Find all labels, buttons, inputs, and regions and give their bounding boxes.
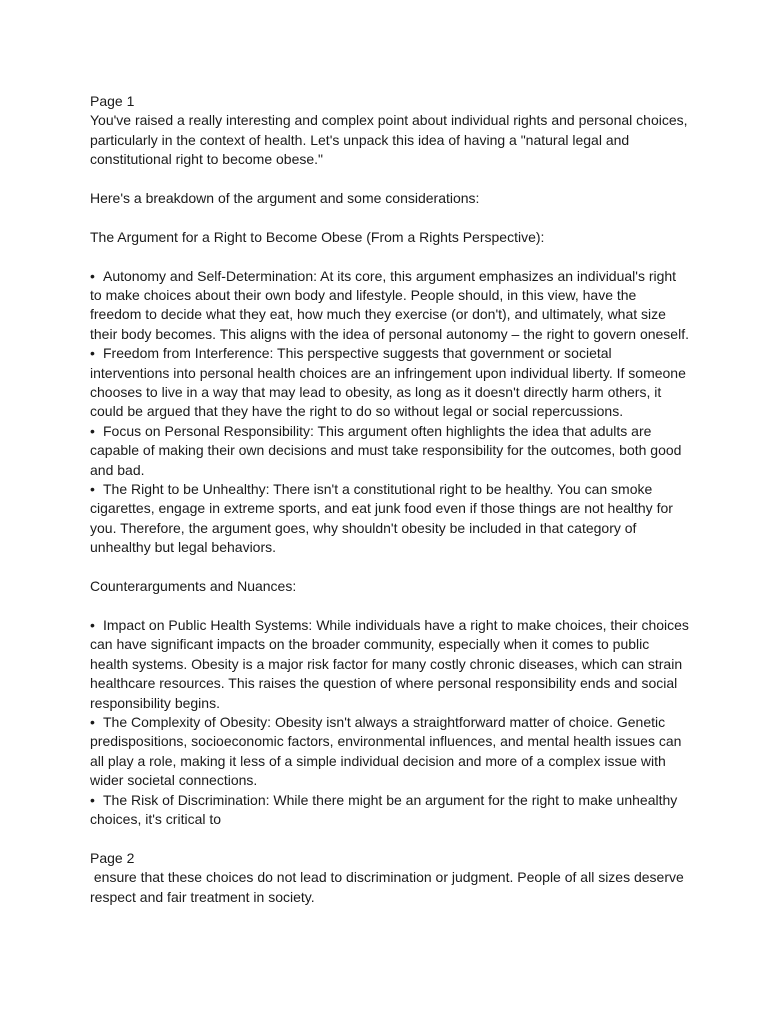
bullet-item — [90, 713, 690, 791]
spacer — [90, 170, 690, 189]
bullet-item — [90, 616, 690, 713]
bullet-icon: • — [90, 345, 95, 362]
bullet-item — [90, 422, 690, 480]
bullet-icon: • — [90, 616, 95, 633]
bullet-text: The Complexity of Obesity: Obesity isn't always a straightforward matter of choice. Genetic predispositions, socioeconomic factors, environmental influences, and mental health issues can all play a role, making it less of a simple individual decision and more of a complex issue with wider societal connections. — [90, 713, 682, 789]
bullet-text: Focus on Personal Responsibility: This argument often highlights the idea that adults are capable of making their own decisions and must take responsibility for the outcomes, both good and bad. — [90, 422, 682, 478]
bullet-item — [90, 480, 690, 558]
page2-paragraph: ensure that these choices do not lead to discrimination or judgment. People of all sizes deserve respect and fair treatment in society. — [90, 869, 688, 905]
bullet-icon: • — [90, 422, 95, 439]
section-heading: Counterarguments and Nuances: — [90, 578, 297, 595]
section-heading: The Argument for a Right to Become Obese (From a Rights Perspective): — [90, 228, 545, 245]
page-label: Page 1 — [90, 93, 135, 109]
breakdown-paragraph: Here's a breakdown of the argument and some considerations: — [90, 190, 480, 207]
spacer — [90, 208, 690, 227]
bullet-icon: • — [90, 713, 95, 730]
page-label: Page 2 — [90, 849, 135, 866]
bullet-text: The Right to be Unhealthy: There isn't a constitutional right to be healthy. You can smoke cigarettes, engage in extreme sports, and eat junk food even if those things are not healthy for you. Therefore, the argument goes, why shouldn't obesity be included in that category of unhealthy but legal behaviors. — [90, 481, 673, 556]
spacer — [90, 247, 690, 266]
document-body — [90, 92, 690, 907]
bullet-item — [90, 267, 690, 345]
bullet-text: The Risk of Discrimination: While there might be an argument for the right to make unhealthy choices, it's critical to — [90, 791, 678, 827]
spacer — [90, 558, 690, 577]
bullet-item — [90, 791, 690, 830]
bullet-text: Autonomy and Self-Determination: At its core, this argument emphasizes an individual's right to make choices about their own body and lifestyle. People should, in this view, have the freedom to decide what they eat, how much they exercise (or don't), and ultimately, what size their body becomes. This aligns with the idea of personal autonomy – the right to govern oneself. — [90, 267, 689, 342]
bullet-text: Freedom from Interference: This perspective suggests that government or societal interventions into personal health choices are an infringement upon individual liberty. If someone chooses to live in a way that may lead to obesity, as long as it doesn't directly harm others, it could be argued that they have the right to do so without legal or social repercussions. — [90, 345, 686, 420]
bullet-icon: • — [90, 791, 95, 808]
spacer — [90, 829, 690, 848]
bullet-text: Impact on Public Health Systems: While individuals have a right to make choices, their choices can have significant impacts on the broader community, especially when it comes to public health systems. Obesity is a major risk factor for many costly chronic diseases, which can strain healthcare resources. This raises the question of where personal responsibility ends and social responsibility begins. — [90, 616, 689, 711]
intro-paragraph: You've raised a really interesting and complex point about individual rights and personal choices, particularly in the context of health. Let's unpack this idea of having a "natural legal and constitutional right to become obese." — [90, 112, 688, 168]
bullet-icon: • — [90, 267, 95, 284]
bullet-icon: • — [90, 481, 95, 498]
spacer — [90, 597, 690, 616]
bullet-item — [90, 344, 690, 422]
